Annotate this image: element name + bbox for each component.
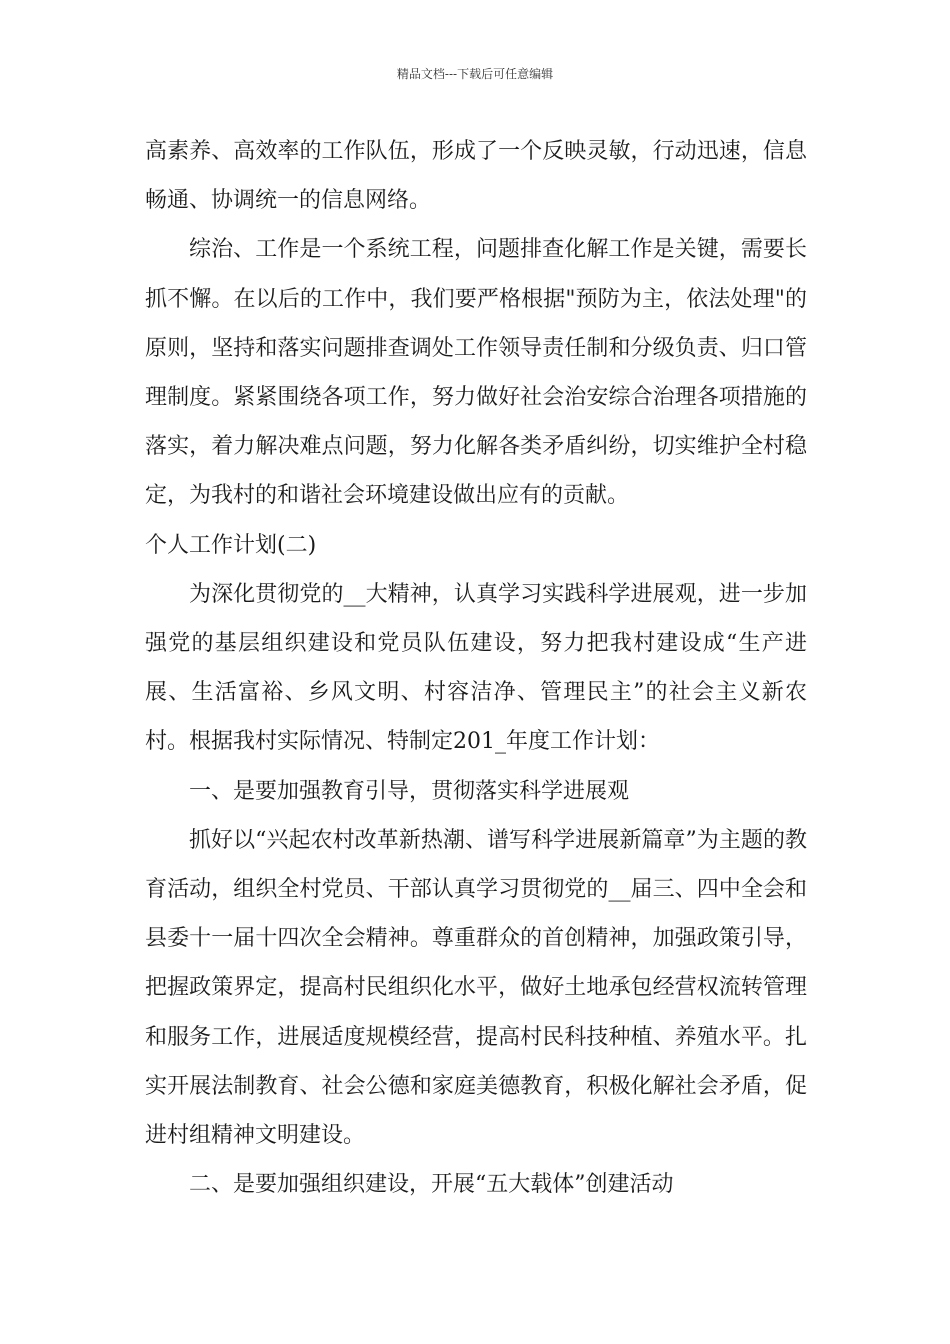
paragraph-intro: 为深化贯彻党的__大精神，认真学习实践科学进展观，进一步加强党的基层组织建设和党员队伍建设，努力把我村建设成“生产进展、生活富裕、乡风文明、村容洁净、管理民主”的社会主义新农村。根据我村实际情况、特制定201_年度工作计划： bbox=[145, 581, 807, 755]
page-header: 精品文档---下载后可任意编辑 bbox=[396, 67, 554, 81]
subheading-one: 一、是要加强教育引导，贯彻落实科学进展观 bbox=[189, 778, 630, 804]
document-body bbox=[145, 127, 807, 1209]
section-heading: 个人工作计划(二) bbox=[145, 532, 317, 558]
paragraph-education: 抓好以“兴起农村改革新热潮、谱写科学进展新篇章”为主题的教育活动，组织全村党员、干部认真学习贯彻党的__届三、四中全会和县委十一届十四次全会精神。尊重群众的首创精神，加强政策引导，把握政策界定，提高村民组织化水平，做好土地承包经营权流转管理和服务工作，进展适度规模经营，提高村民科技种植、养殖水平。扎实开展法制教育、社会公德和家庭美德教育，积极化解社会矛盾，促进村组精神文明建设。 bbox=[145, 827, 807, 1149]
paragraph-continuation: 高素养、高效率的工作队伍，形成了一个反映灵敏，行动迅速，信息畅通、协调统一的信息网络。 bbox=[145, 139, 807, 214]
subheading-two: 二、是要加强组织建设，开展“五大载体”创建活动 bbox=[189, 1172, 674, 1198]
paragraph-summary: 综治、工作是一个系统工程，问题排查化解工作是关键，需要长抓不懈。在以后的工作中，我们要严格根据"预防为主，依法处理"的原则，坚持和落实问题排查调处工作领导责任制和分级负责、归口管理制度。紧紧围绕各项工作，努力做好社会治安综合治理各项措施的落实，着力解决难点问题，努力化解各类矛盾纠纷，切实维护全村稳定，为我村的和谐社会环境建设做出应有的贡献。 bbox=[145, 237, 807, 509]
